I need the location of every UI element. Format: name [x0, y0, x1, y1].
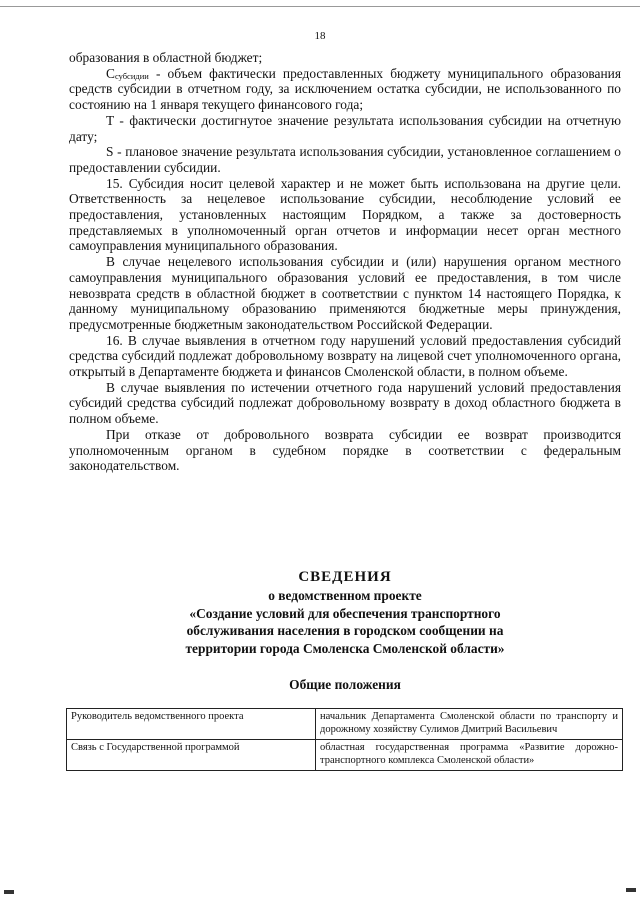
paragraph-0: образования в областной бюджет; [69, 50, 263, 65]
scan-edge-mark [4, 890, 14, 894]
title-line-3: обслуживания населения в городском сообщении на [186, 623, 504, 639]
paragraph-8: При отказе от добровольного возврата субсидии ее возврат производится уполномоченным органом в судебном порядке в соответствии с федеральным законодательством. [69, 426, 621, 474]
scan-edge-line [0, 6, 640, 7]
page-number: 18 [314, 30, 326, 42]
paragraph-5: В случае нецелевого использования субсидии и (или) нарушения органом местного самоуправления муниципального образования условий ее предоставления, в том числе невозврата средств в областной бюджет в соответствии с пунктом 14 настоящего Порядка, к данному муниципальному образованию применяются бюджетные меры принуждения, предусмотренные бюджетным законодательством Российской Федерации. [69, 254, 621, 332]
paragraph-1: $C_{субсидии}$ - объем фактически предоставленных бюджету муниципального образования средств субсидии в отчетном году, за исключением остатка субсидии, не использованного по состоянию на 1 января текущего финансового года; [69, 65, 621, 113]
section-title: Общие положения [289, 677, 401, 692]
table-cell-value: начальник Департамента Смоленской области по транспорту и дорожному хозяйству Сулимов Дмитрий Васильевич [316, 709, 623, 740]
title-main: СВЕДЕНИЯ [298, 569, 392, 585]
paragraph-7: В случае выявления по истечении отчетного года нарушений условий предоставления субсидий средства субсидий подлежат добровольному возврату в доход областного бюджета в полном объеме. [69, 379, 621, 427]
general-info-table [66, 708, 623, 771]
formula-subscript: субсидии [114, 70, 149, 81]
table-cell-value: областная государственная программа «Развитие дорожно-транспортного комплекса Смоленской области» [316, 740, 623, 771]
body-text [69, 50, 621, 474]
title-line-4: территории города Смоленска Смоленской области» [185, 641, 505, 657]
paragraph-2: T - фактически достигнутое значение результата использования субсидии на отчетную дату; [69, 112, 621, 144]
title-line-2: «Создание условий для обеспечения транспортного [189, 605, 501, 621]
table-cell-label: Руководитель ведомственного проекта [67, 709, 316, 740]
table-row [67, 709, 623, 740]
paragraph-6: 16. В случае выявления в отчетном году нарушений условий предоставления субсидий средства субсидий подлежат добровольному возврату на лицевой счет уполномоченного органа, открытый в Департаменте бюджета и финансов Смоленской области, в полном объеме. [69, 332, 621, 380]
table-row [67, 740, 623, 771]
formula-symbol: C [106, 65, 115, 81]
scan-edge-mark [626, 888, 636, 892]
paragraph-3: S - плановое значение результата использования субсидии, установленное соглашением о предоставлении субсидии. [69, 144, 621, 175]
paragraph-4: 15. Субсидия носит целевой характер и не может быть использована на другие цели. Ответственность за нецелевое использование субсидии, несоблюдение условий ее предоставления, установленных настоящим Порядком, а также за достоверность представляемых в уполномоченный орган отчетов и информации несет орган местного самоуправления муниципального образования. [69, 175, 621, 254]
table-cell-label: Связь с Государственной программой [67, 740, 316, 771]
title-line-1: о ведомственном проекте [268, 587, 422, 603]
document-title [69, 569, 621, 658]
